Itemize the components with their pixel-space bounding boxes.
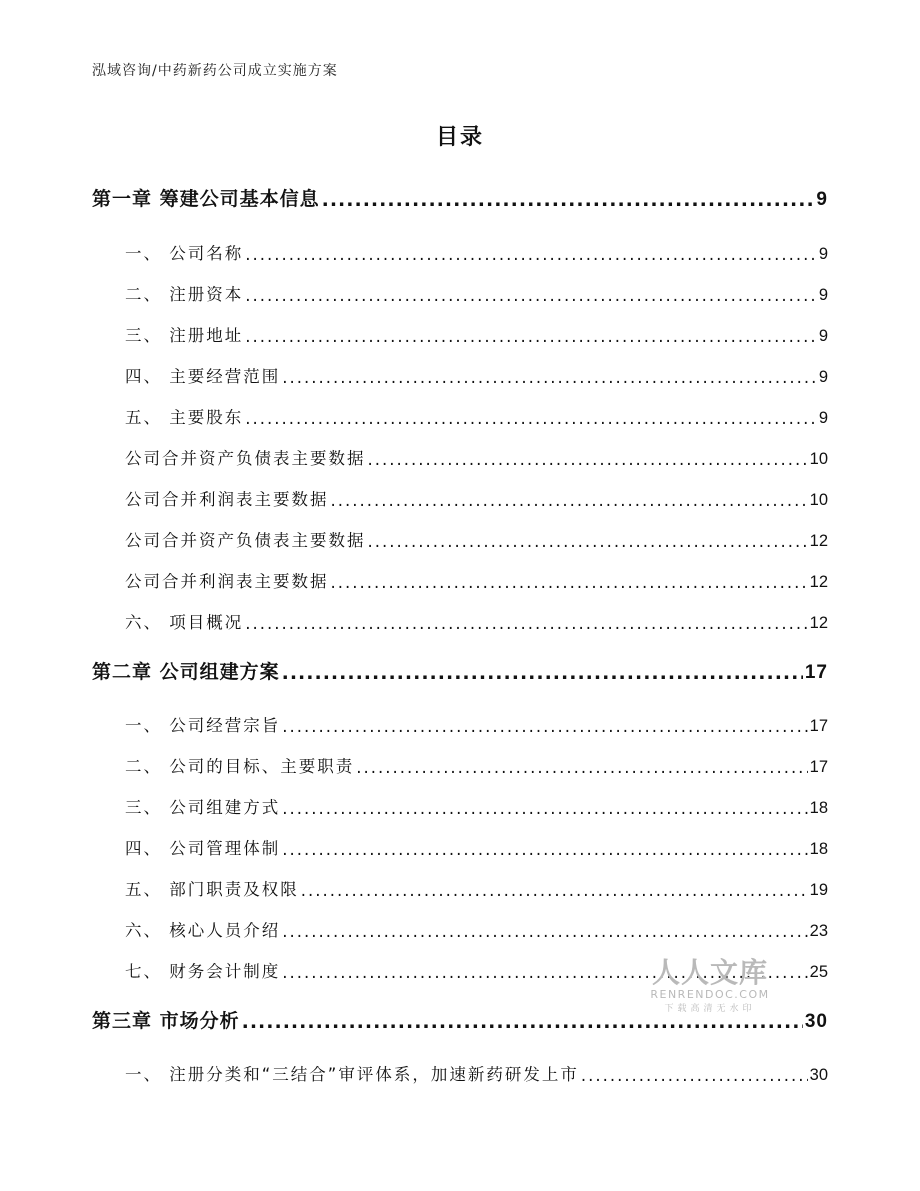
dot-leader bbox=[368, 532, 808, 551]
dot-leader bbox=[245, 245, 817, 264]
toc-entry-page: 18 bbox=[809, 799, 828, 817]
toc-entry-label: 三、 公司组建方式 bbox=[125, 798, 281, 817]
toc-entry-page: 9 bbox=[816, 189, 828, 210]
toc-entry[interactable] bbox=[92, 365, 828, 387]
toc-entry[interactable] bbox=[92, 283, 828, 305]
toc-entry-label: 二、 公司的目标、主要职责 bbox=[125, 757, 355, 776]
toc-entry-page: 25 bbox=[809, 963, 828, 981]
dot-leader bbox=[581, 1066, 808, 1085]
toc-entry-page: 19 bbox=[809, 881, 828, 899]
toc-entry-label: 六、 项目概况 bbox=[125, 613, 244, 632]
dot-leader bbox=[282, 799, 807, 818]
dot-leader bbox=[282, 840, 807, 859]
dot-leader bbox=[301, 881, 808, 900]
toc-entry-label: 公司合并资产负债表主要数据 bbox=[125, 531, 366, 550]
toc-entry-page: 12 bbox=[809, 614, 828, 632]
toc-entry-page: 17 bbox=[809, 717, 828, 735]
toc-entry-label: 第二章 公司组建方案 bbox=[92, 661, 280, 683]
toc-entry[interactable] bbox=[92, 837, 828, 859]
toc-entry-label: 五、 部门职责及权限 bbox=[125, 880, 299, 899]
toc-entry-label: 第一章 筹建公司基本信息 bbox=[92, 188, 320, 210]
toc-entry-label: 公司合并利润表主要数据 bbox=[125, 490, 329, 509]
toc-entry[interactable] bbox=[92, 324, 828, 346]
dot-leader bbox=[331, 573, 808, 592]
toc-entry-label: 公司合并利润表主要数据 bbox=[125, 572, 329, 591]
dot-leader bbox=[331, 491, 808, 510]
toc-entry[interactable] bbox=[92, 242, 828, 264]
toc-entry-label: 一、 公司经营宗旨 bbox=[125, 716, 281, 735]
toc-entry-page: 12 bbox=[809, 532, 828, 550]
toc-entry-label: 六、 核心人员介绍 bbox=[125, 921, 281, 940]
toc-entry-page: 17 bbox=[809, 758, 828, 776]
toc-entry[interactable] bbox=[92, 488, 828, 510]
toc-entry-page: 18 bbox=[809, 840, 828, 858]
page-header: 泓域咨询/中药新药公司成立实施方案 bbox=[92, 63, 338, 79]
dot-leader bbox=[322, 189, 815, 211]
toc-entry-label: 第三章 市场分析 bbox=[92, 1010, 240, 1032]
toc-entry[interactable] bbox=[92, 570, 828, 592]
toc-entry[interactable] bbox=[92, 185, 828, 211]
toc-entry[interactable] bbox=[92, 447, 828, 469]
toc-entry-label: 五、 主要股东 bbox=[125, 408, 244, 427]
toc-entry-label: 一、 注册分类和“三结合”审评体系，加速新药研发上市 bbox=[125, 1065, 579, 1084]
toc-entry-label: 公司合并资产负债表主要数据 bbox=[125, 449, 366, 468]
toc-entry[interactable] bbox=[92, 658, 828, 684]
toc-entry-page: 30 bbox=[809, 1066, 828, 1084]
toc-entry[interactable] bbox=[92, 1063, 828, 1085]
toc-entry-label: 三、 注册地址 bbox=[125, 326, 244, 345]
toc-entry-page: 9 bbox=[818, 286, 828, 304]
toc-entry-label: 二、 注册资本 bbox=[125, 285, 244, 304]
dot-leader bbox=[282, 368, 817, 387]
dot-leader bbox=[245, 286, 817, 305]
toc-entry[interactable] bbox=[92, 529, 828, 551]
toc-entry-label: 四、 主要经营范围 bbox=[125, 367, 281, 386]
dot-leader bbox=[282, 717, 807, 736]
toc-entry-page: 10 bbox=[809, 491, 828, 509]
page-title: 目录 bbox=[435, 125, 484, 150]
toc-entry-page: 9 bbox=[818, 409, 828, 427]
watermark-tagline: 下载高清无水印 bbox=[664, 1004, 756, 1014]
toc-entry[interactable] bbox=[92, 755, 828, 777]
watermark-logo bbox=[645, 958, 775, 1016]
dot-leader bbox=[245, 327, 817, 346]
dot-leader bbox=[245, 409, 817, 428]
dot-leader bbox=[282, 922, 807, 941]
dot-leader bbox=[282, 662, 803, 684]
toc-entry[interactable] bbox=[92, 611, 828, 633]
toc-entry-page: 17 bbox=[804, 662, 828, 683]
toc-entry[interactable] bbox=[92, 796, 828, 818]
dot-leader bbox=[356, 758, 807, 777]
toc-entry-page: 9 bbox=[818, 245, 828, 263]
toc-entry-page: 9 bbox=[818, 368, 828, 386]
toc-entry[interactable] bbox=[92, 878, 828, 900]
toc-entry-label: 四、 公司管理体制 bbox=[125, 839, 281, 858]
toc-entry-page: 23 bbox=[809, 922, 828, 940]
toc-entry[interactable] bbox=[92, 919, 828, 941]
toc-entry-page: 10 bbox=[809, 450, 828, 468]
dot-leader bbox=[368, 450, 808, 469]
toc-entry-page: 12 bbox=[809, 573, 828, 591]
toc-entry-label: 一、 公司名称 bbox=[125, 244, 244, 263]
toc-entry-page: 30 bbox=[804, 1011, 828, 1032]
watermark-domain: RENRENDOC.COM bbox=[650, 988, 770, 1001]
toc-entry-page: 9 bbox=[818, 327, 828, 345]
dot-leader bbox=[245, 614, 807, 633]
toc-entry[interactable] bbox=[92, 714, 828, 736]
watermark-title: 人人文库 bbox=[651, 956, 768, 989]
toc-entry-label: 七、 财务会计制度 bbox=[125, 962, 281, 981]
toc-entry[interactable] bbox=[92, 406, 828, 428]
